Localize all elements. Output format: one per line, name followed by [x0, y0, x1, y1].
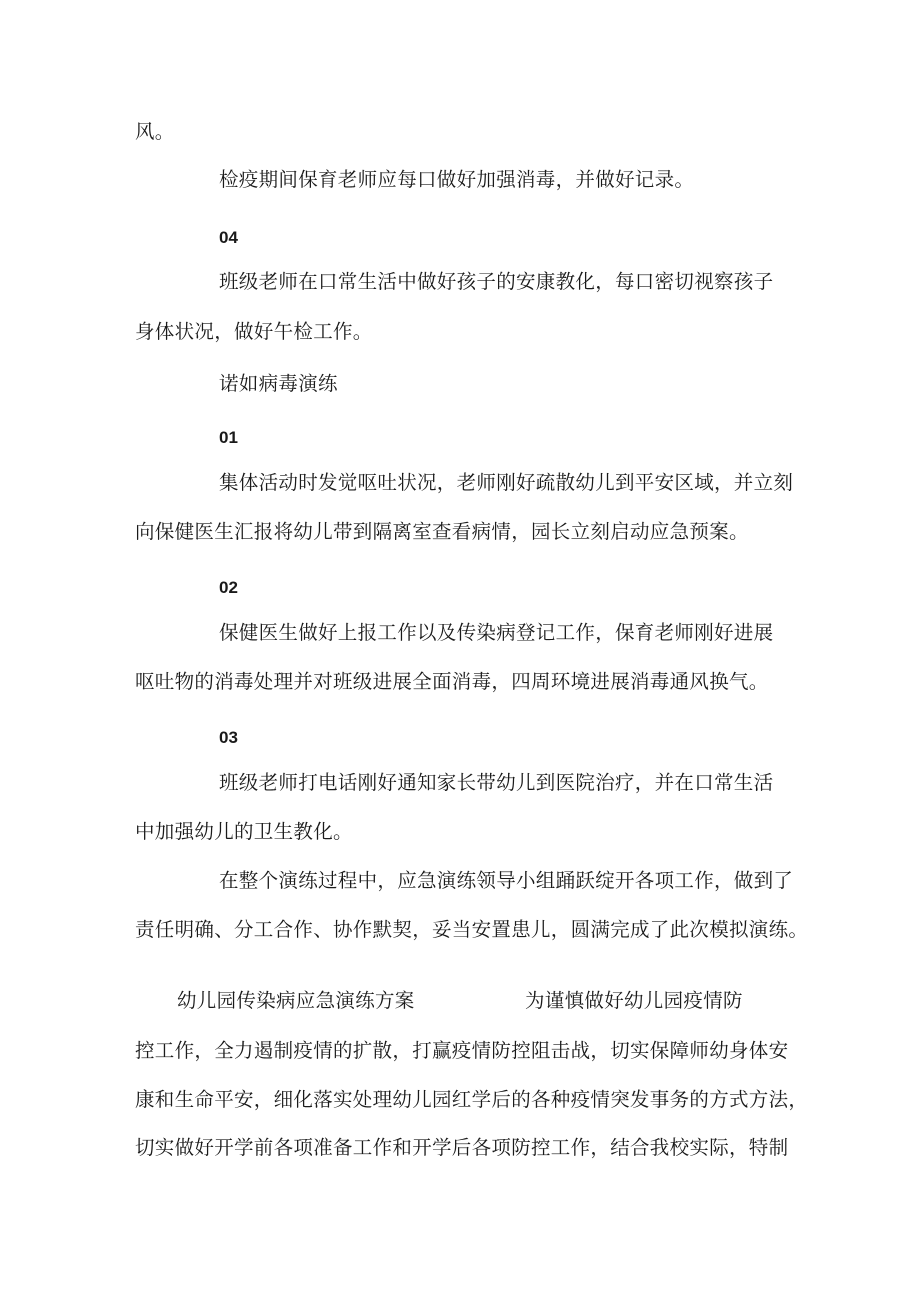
- text-line: 中加强幼儿的卫生教化。: [135, 820, 353, 843]
- document-title: 幼儿园传染病应急演练方案: [177, 989, 415, 1012]
- text-line: 呕吐物的消毒处理并对班级进展全面消毒，四周环境进展消毒通风换气。: [135, 670, 769, 693]
- text-line: 康和生命平安，细化落实处理幼儿园红学后的各种疫情突发事务的方式方法，: [135, 1088, 809, 1111]
- text-line: 班级老师在口常生活中做好孩子的安康教化，每口密切视察孩子: [219, 270, 774, 293]
- text-line: 集体活动时发觉呕吐状况，老师刚好疏散幼儿到平安区域，并立刻: [219, 471, 794, 494]
- section-heading: 诺如病毒演练: [219, 372, 338, 395]
- text-line: 在整个演练过程中，应急演练领导小组踊跃绽开各项工作，做到了: [219, 869, 794, 892]
- text-line: 控工作，全力遏制疫情的扩散，打赢疫情防控阻击战，切实保障师幼身体安: [135, 1039, 789, 1062]
- text-line: 切实做好开学前各项准备工作和开学后各项防控工作，结合我校实际，特制: [135, 1136, 789, 1159]
- text-line: 检疫期间保育老师应每口做好加强消毒，并做好记录。: [219, 168, 695, 191]
- text-line: 班级老师打电话刚好通知家长带幼儿到医院治疗，并在口常生活: [219, 771, 774, 794]
- section-number: 03: [219, 728, 238, 747]
- text-line: 向保健医生汇报将幼儿带到隔离室查看病情，园长立刻启动应急预案。: [135, 520, 749, 543]
- text-line: 责任明确、分工合作、协作默契，妥当安置患儿，圆满完成了此次模拟演练。: [135, 918, 809, 941]
- text-line: 为谨慎做好幼儿园疫情防: [525, 989, 743, 1012]
- section-number: 02: [219, 578, 238, 597]
- section-number: 04: [219, 228, 238, 247]
- text-line: 风。: [135, 120, 175, 143]
- text-line: 保健医生做好上报工作以及传染病登记工作，保育老师刚好进展: [219, 621, 774, 644]
- text-line: 身体状况，做好午检工作。: [135, 320, 373, 343]
- section-number: 01: [219, 428, 238, 447]
